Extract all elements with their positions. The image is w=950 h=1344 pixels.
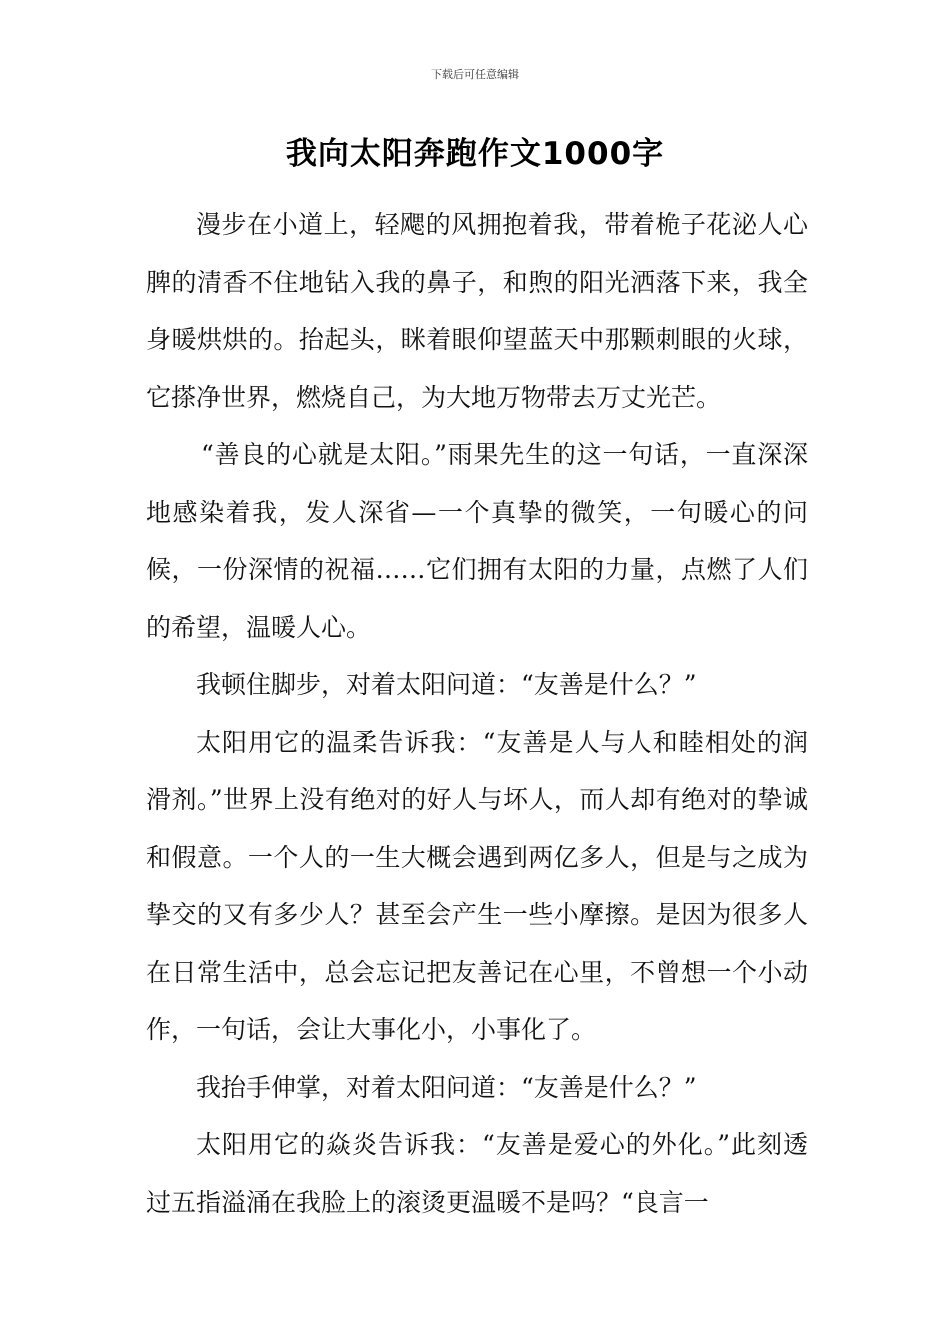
document-title: 我向太阳奔跑作文1000字 <box>285 136 665 172</box>
paragraph: “善良的心就是太阳。”雨果先生的这一句话，一直深深地感染着我，发人深省—一个真挚的微笑，一句暖心的问候，一份深情的祝福……它们拥有太阳的力量，点燃了人们的希望，温暖人心。 <box>146 440 808 642</box>
header-note: 下载后可任意编辑 <box>431 68 519 81</box>
paragraph: 我抬手伸掌，对着太阳问道：“友善是什么？” <box>196 1072 697 1102</box>
paragraph: 太阳用它的焱炎告诉我：“友善是爱心的外化。”此刻透过五指溢涌在我脸上的滚烫更温暖不是吗？“良言一 <box>146 1130 808 1217</box>
paragraph: 我顿住脚步，对着太阳问道：“友善是什么？” <box>196 670 697 699</box>
document-body <box>146 196 808 1231</box>
paragraph: 漫步在小道上，轻飔的风拥抱着我，带着桅子花泌人心脾的清香不住地钻入我的鼻子，和煦的阳光洒落下来，我全身暖烘烘的。抬起头，眯着眼仰望蓝天中那颗刺眼的火球，它搽净世界，燃烧自己，为大地万物带去万丈光芒。 <box>146 210 808 412</box>
paragraph: 太阳用它的温柔告诉我：“友善是人与人和睦相处的润滑剂。”世界上没有绝对的好人与坏人，而人却有绝对的挚诚和假意。一个人的一生大概会遇到两亿多人，但是与之成为挚交的又有多少人？甚至会产生一些小摩擦。是因为很多人在日常生活中，总会忘记把友善记在心里，不曾想一个小动作，一句话，会让大事化小，小事化了。 <box>146 727 808 1044</box>
